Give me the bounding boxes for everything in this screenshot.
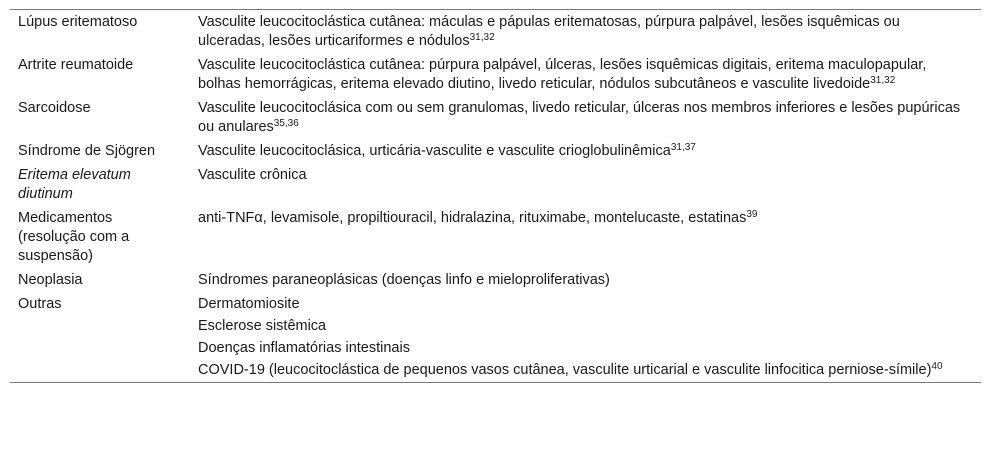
- description-cell: [186, 316, 981, 338]
- condition-cell: [10, 206, 186, 268]
- table: [10, 10, 981, 382]
- table-row: [10, 139, 981, 163]
- condition-cell: [10, 268, 186, 292]
- table-row: [10, 316, 981, 338]
- description-cell: [186, 360, 981, 382]
- condition-text: Artrite reumatoide: [18, 57, 134, 73]
- description-text: anti-TNFα, levamisole, propiltiouracil, hidralazina, rituximabe, montelucaste, estatinas: [198, 210, 747, 226]
- reference-superscript: 39: [746, 209, 758, 220]
- description-text: Vasculite crônica: [198, 167, 307, 183]
- condition-cell: [10, 10, 186, 53]
- description-text: Vasculite leucocitoclásica, urticária-vasculite e vasculite crioglobulinêmica: [198, 143, 671, 159]
- table-row: [10, 206, 981, 268]
- condition-cell: [10, 338, 186, 360]
- table-body: [10, 10, 981, 382]
- condition-text: Síndrome de Sjögren: [18, 143, 156, 159]
- description-text: Vasculite leucocitoclásica com ou sem granulomas, livedo reticular, úlceras nos membros inferiores e lesões pupúricas ou anulares: [198, 100, 961, 135]
- condition-text: Neoplasia: [18, 272, 83, 288]
- description-cell: [186, 292, 981, 316]
- table-row: [10, 96, 981, 139]
- description-cell: [186, 10, 981, 53]
- description-cell: [186, 268, 981, 292]
- description-cell: [186, 163, 981, 206]
- condition-cell: [10, 53, 186, 96]
- condition-cell: [10, 139, 186, 163]
- table-row: [10, 292, 981, 316]
- reference-superscript: 31,32: [870, 75, 896, 86]
- description-text: Esclerose sistêmica: [198, 318, 327, 334]
- reference-superscript: 40: [931, 361, 943, 372]
- condition-text: Sarcoidose: [18, 100, 91, 116]
- description-text: Vasculite leucocitoclástica cutânea: púrpura palpável, úlceras, lesões isquêmicas digitais, eritema maculopapular, bolhas hemorrágicas, eritema elevado diutino, livedo reticular, nódulos subcutâneos e vasculite livedoide: [198, 57, 927, 92]
- description-cell: [186, 53, 981, 96]
- condition-text: Outras: [18, 296, 62, 312]
- description-cell: [186, 139, 981, 163]
- description-text: Síndromes paraneoplásicas (doenças linfo e mieloproliferativas): [198, 272, 610, 288]
- condition-text: Eritema elevatum diutinum: [18, 167, 131, 202]
- description-cell: [186, 96, 981, 139]
- table-row: [10, 338, 981, 360]
- reference-superscript: 31,37: [670, 142, 696, 153]
- vasculitis-conditions-table: [10, 9, 981, 383]
- description-text: Dermatomiosite: [198, 296, 300, 312]
- reference-superscript: 35,36: [273, 118, 299, 129]
- condition-cell: [10, 360, 186, 382]
- description-text: COVID-19 (leucocitoclástica de pequenos vasos cutânea, vasculite urticarial e vasculite linfocitica perniose-símile): [198, 362, 932, 378]
- description-cell: [186, 206, 981, 268]
- table-row: [10, 53, 981, 96]
- description-text: Doenças inflamatórias intestinais: [198, 340, 410, 356]
- table-row: [10, 163, 981, 206]
- description-cell: [186, 338, 981, 360]
- condition-cell: [10, 316, 186, 338]
- table-row: [10, 360, 981, 382]
- condition-cell: [10, 96, 186, 139]
- condition-cell: [10, 292, 186, 316]
- condition-text: Lúpus eritematoso: [18, 14, 138, 30]
- reference-superscript: 31,32: [469, 32, 495, 43]
- table-row: [10, 268, 981, 292]
- condition-text: Medicamentos (resolução com a suspensão): [18, 210, 130, 264]
- table-row: [10, 10, 981, 53]
- condition-cell: [10, 163, 186, 206]
- description-text: Vasculite leucocitoclástica cutânea: máculas e pápulas eritematosas, púrpura palpável, lesões isquêmicas ou ulceradas, lesões urticariformes e nódulos: [198, 14, 900, 49]
